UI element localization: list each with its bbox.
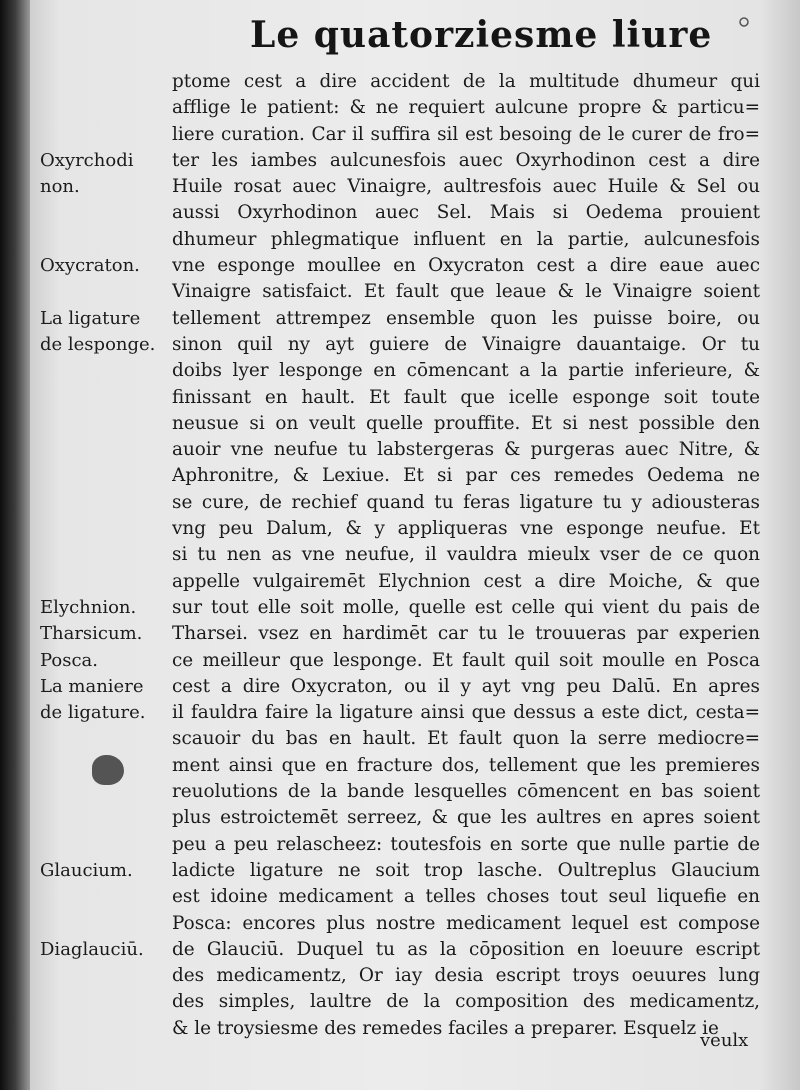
- text-line: dhumeur phlegmatique influent en la partie, aulcunesfois: [172, 228, 760, 250]
- text-line: des medicamentz, Or iay desia escript troys oeuures lung: [172, 965, 760, 987]
- text-line: liere curation. Car il suffira sil est besoing de le curer de fro=: [172, 123, 760, 145]
- text-line: ptome cest a dire accident de la multitude dhumeur qui: [172, 71, 760, 92]
- body-text-block: [172, 69, 760, 1042]
- text-line: ter les iambes aulcunesfois auec Oxyrhodinon cest a dire: [172, 149, 760, 171]
- text-line: de Glauciū. Duquel tu as la cōposition en loeuure escript: [172, 938, 760, 960]
- margin-note: La ligature: [40, 307, 141, 329]
- text-line: cest a dire Oxycraton, ou il y ayt vng peu Dalū. En apres: [172, 675, 760, 697]
- text-line: Huile rosat auec Vinaigre, aultresfois auec Huile & Sel ou: [172, 176, 760, 198]
- text-line: tellement attrempez ensemble quon les puisse boire, ou: [172, 307, 760, 329]
- margin-note: Elychnion.: [40, 597, 137, 618]
- margin-note: Oxycraton.: [40, 255, 140, 277]
- text-line: sur tout elle soit molle, quelle est celle qui vient du pais de: [172, 596, 760, 618]
- text-line: afflige le patient: & ne requiert aulcune propre & particu=: [172, 97, 760, 119]
- text-line: ce meilleur que lesponge. Et fault quil soit moulle en Posca: [172, 649, 760, 671]
- margin-note: Diaglauciū.: [40, 938, 144, 960]
- text-line: Posca: encores plus nostre medicament lequel est compose: [172, 912, 760, 934]
- margin-note: non.: [40, 176, 80, 198]
- text-line: auoir vne neufue tu labstergeras & purgeras auec Nitre, &: [172, 439, 760, 461]
- text-line: vne esponge moullee en Oxycraton cest a dire eaue auec: [172, 255, 760, 277]
- text-line: des simples, laultre de la composition des medicamentz,: [172, 991, 760, 1013]
- running-header-title: Le quatorziesme liure: [250, 14, 713, 56]
- text-line: Tharsei. vsez en hardimēt car tu le trouueras par experien: [172, 623, 760, 645]
- book-binding-edge: [0, 0, 30, 1090]
- text-line: est idoine medicament a telles choses tout seul liquefie en: [172, 886, 760, 908]
- ink-blot: [92, 755, 124, 785]
- text-line: ladicte ligature ne soit trop lasche. Oultreplus Glaucium: [172, 859, 760, 881]
- margin-note: Glaucium.: [40, 860, 133, 881]
- text-line: vng peu Dalum, & y appliqueras vne esponge neufue. Et: [172, 518, 760, 540]
- text-line: finissant en hault. Et fault que icelle esponge soit toute: [172, 386, 760, 408]
- text-line: ment ainsi que en fracture dos, tellement que les premieres: [172, 754, 760, 776]
- text-line: plus estroictemēt serreez, & que les aultres en apres soient: [172, 807, 760, 829]
- text-line: peu a peu relascheez: toutesfois en sorte que nulle partie de: [172, 833, 760, 855]
- margin-note: de lesponge.: [40, 334, 156, 355]
- text-line: il fauldra faire la ligature ainsi que dessus a este dict, cesta=: [172, 702, 760, 724]
- text-line: scauoir du bas en hault. Et fault quon la serre mediocre=: [172, 728, 760, 750]
- text-line: doibs lyer lesponge en cōmencant a la partie inferieure, &: [172, 360, 760, 382]
- margin-note: Tharsicum.: [40, 623, 143, 645]
- margin-note: Oxyrchodi: [40, 149, 134, 171]
- text-line: & le troysiesme des remedes faciles a preparer. Esquelz ie: [172, 1017, 719, 1039]
- text-line: se cure, de rechief quand tu feras ligature tu y adiousteras: [172, 491, 760, 513]
- text-line: Aphronitre, & Lexiue. Et si par ces remedes Oedema ne: [172, 465, 760, 487]
- text-line: aussi Oxyrhodinon auec Sel. Mais si Oedema prouient: [172, 202, 760, 224]
- text-line: neusue si on veult quelle prouffite. Et si nest possible den: [172, 412, 760, 434]
- text-line: si tu nen as vne neufue, il vauldra mieulx vser de ce quon: [172, 544, 760, 566]
- text-line: Vinaigre satisfaict. Et fault que leaue & le Vinaigre soient: [172, 281, 760, 303]
- margin-note: Posca.: [40, 649, 98, 671]
- ornament-icon: [738, 16, 750, 28]
- catchword: veulx: [700, 1030, 749, 1051]
- text-line: reuolutions de la bande lesquelles cōmencent en bas soient: [172, 781, 760, 803]
- margin-note: La maniere: [40, 675, 144, 697]
- margin-note: de ligature.: [40, 702, 146, 724]
- text-line: appelle vulgairemēt Elychnion cest a dire Moiche, & que: [172, 570, 760, 592]
- text-line: sinon quil ny ayt guiere de Vinaigre dauantaige. Or tu: [172, 333, 760, 355]
